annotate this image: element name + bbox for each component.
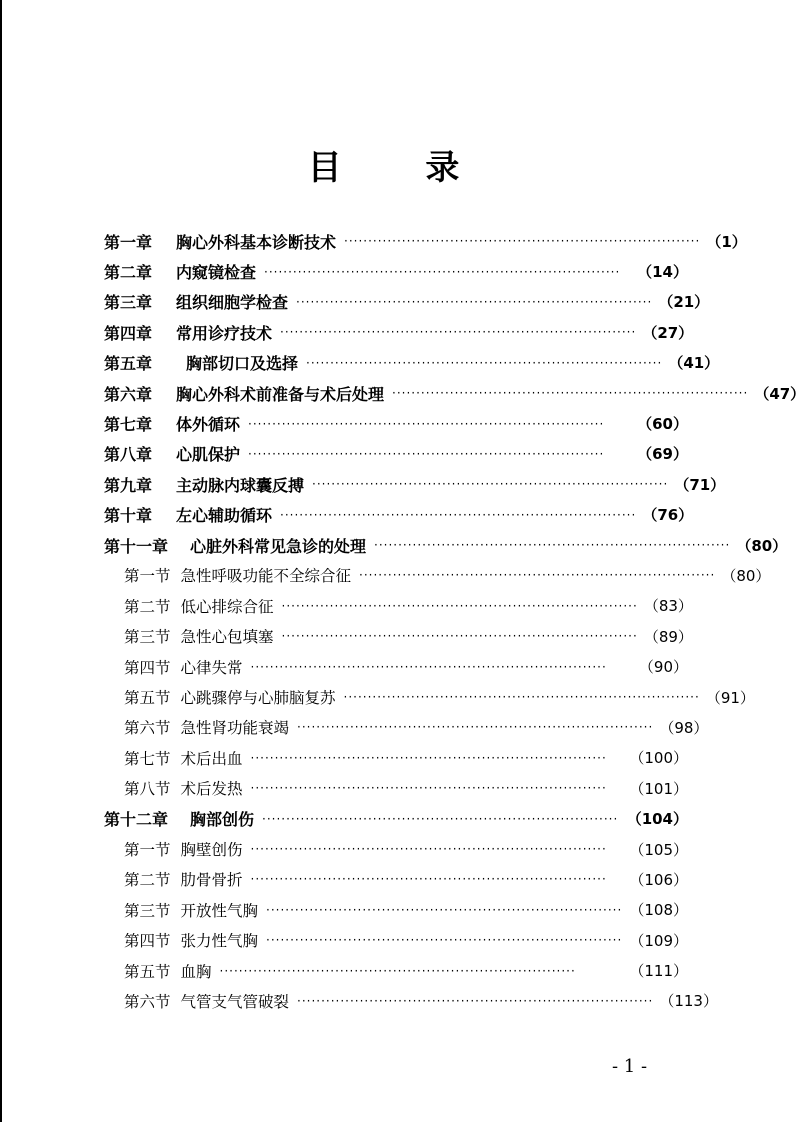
toc-entry-number: 第七节	[124, 749, 171, 768]
toc-page-number: （47）	[754, 384, 805, 403]
toc-chapter-row[interactable]	[104, 378, 805, 408]
toc-leader-dots: ··········································································	[248, 416, 605, 431]
toc-page-number: （90）	[638, 658, 688, 677]
toc-entry-title: 急性呼吸功能不全综合征	[180, 567, 352, 586]
toc-leader-dots: ··········································································	[297, 993, 654, 1008]
toc-leader-dots: ··········································································	[392, 386, 749, 401]
toc-leader-dots: ··········································································	[306, 355, 663, 370]
toc-page-number: （14）	[637, 263, 688, 282]
toc-chapter-row[interactable]	[104, 287, 710, 317]
toc-section-row[interactable]	[104, 986, 718, 1016]
toc-entry-title: 胸壁创伤	[180, 841, 243, 859]
toc-chapter-row[interactable]	[104, 317, 694, 347]
toc-entry-title: 低心排综合征	[180, 597, 274, 616]
toc-page-number: （89）	[643, 627, 693, 646]
toc-chapter-row[interactable]	[104, 226, 747, 256]
toc-entry-number: 第四章	[104, 323, 153, 343]
toc-entry-title: 内窥镜检查	[176, 263, 257, 283]
toc-section-row[interactable]	[104, 895, 688, 925]
page-title: 目 录	[307, 148, 496, 188]
toc-leader-dots: ··········································································	[250, 842, 607, 856]
toc-leader-dots: ··········································································	[296, 294, 653, 309]
toc-chapter-row[interactable]	[104, 439, 688, 469]
toc-entry-title: 组织细胞学检查	[176, 293, 289, 313]
toc-leader-dots: ··········································································	[266, 933, 623, 948]
toc-leader-dots: ··········································································	[266, 902, 623, 917]
table-of-contents	[104, 226, 805, 1016]
toc-page-number: （71）	[674, 475, 726, 494]
toc-page-number: （91）	[705, 688, 755, 707]
toc-entry-number: 第五节	[124, 962, 171, 981]
toc-entry-number: 第二章	[104, 263, 153, 283]
toc-page-number: （80）	[736, 536, 788, 555]
toc-page-number: （108）	[629, 901, 688, 920]
toc-entry-title: 胸心外科基本诊断技术	[176, 232, 337, 252]
toc-section-row[interactable]	[104, 621, 693, 651]
toc-entry-title: 术后发热	[180, 780, 243, 799]
toc-entry-title: 常用诊疗技术	[176, 323, 273, 343]
toc-page-number: （27）	[642, 323, 694, 342]
toc-entry-number: 第六章	[104, 384, 153, 404]
toc-entry-title: 急性肾功能衰竭	[180, 719, 290, 738]
toc-entry-number: 第四节	[124, 658, 171, 677]
toc-leader-dots: ··········································································	[250, 781, 607, 796]
toc-entry-number: 第二节	[124, 871, 171, 890]
toc-entry-number: 第一章	[104, 232, 153, 252]
toc-page-number: （60）	[637, 415, 688, 434]
toc-page-number: （80）	[721, 566, 771, 585]
toc-entry-number: 第九章	[104, 475, 153, 495]
toc-entry-number: 第一节	[124, 567, 171, 586]
toc-leader-dots: ··········································································	[281, 629, 638, 644]
toc-chapter-row[interactable]	[104, 530, 788, 560]
toc-section-row[interactable]	[104, 864, 688, 894]
toc-page-number: （106）	[629, 870, 688, 889]
toc-entry-number: 第七章	[104, 415, 153, 435]
toc-chapter-row[interactable]	[104, 469, 726, 499]
toc-entry-number: 第六节	[124, 992, 171, 1011]
toc-entry-title: 体外循环	[176, 415, 241, 435]
toc-page-number: （111）	[629, 962, 688, 981]
toc-entry-number: 第五节	[124, 689, 171, 708]
toc-entry-title: 张力性气胸	[180, 932, 259, 951]
toc-leader-dots: ··········································································	[343, 690, 700, 705]
toc-entry-number: 第十章	[104, 506, 153, 526]
toc-entry-number: 第八章	[104, 445, 153, 465]
toc-leader-dots: ··········································································	[281, 598, 638, 613]
toc-entry-title: 急性心包填塞	[180, 628, 274, 647]
toc-leader-dots: ··········································································	[250, 659, 607, 674]
toc-entry-title: 胸心外科术前准备与术后处理	[176, 384, 385, 404]
toc-entry-number: 第三节	[124, 628, 171, 647]
toc-section-row[interactable]	[104, 955, 688, 985]
toc-entry-number: 第二节	[124, 597, 171, 616]
toc-entry-number: 第五章	[104, 354, 153, 374]
toc-page-number: （105）	[629, 840, 688, 859]
toc-entry-title: 开放性气胸	[180, 901, 259, 920]
toc-entry-number: 第十一章	[104, 536, 169, 556]
toc-entry-title: 心跳骤停与心肺脑复苏	[180, 689, 336, 708]
toc-leader-dots: ··········································································	[264, 264, 621, 279]
toc-leader-dots: ··········································································	[280, 325, 637, 340]
toc-entry-title: 主动脉内球囊反搏	[176, 475, 305, 495]
toc-entry-title: 胸部切口及选择	[186, 354, 299, 374]
toc-page-number: （21）	[658, 293, 710, 312]
toc-chapter-row[interactable]	[104, 803, 688, 833]
page-number: - 1 -	[612, 1056, 648, 1077]
toc-entry-number: 第四节	[124, 932, 171, 951]
toc-section-row[interactable]	[104, 773, 688, 803]
toc-entry-number: 第六节	[124, 719, 171, 738]
toc-leader-dots: ··········································································	[250, 750, 607, 765]
toc-entry-number: 第一节	[124, 841, 171, 859]
toc-section-row[interactable]	[104, 651, 688, 681]
toc-entry-title: 心律失常	[180, 658, 243, 677]
toc-entry-title: 肋骨骨折	[180, 871, 243, 890]
toc-chapter-row[interactable]	[104, 256, 688, 286]
toc-leader-dots: ··········································································	[248, 446, 605, 461]
toc-entry-number: 第八节	[124, 780, 171, 799]
toc-leader-dots: ··········································································	[344, 234, 701, 249]
toc-entry-number: 第三章	[104, 293, 153, 313]
toc-page-number: （1）	[706, 232, 747, 251]
toc-leader-dots: ··········································································	[359, 568, 716, 583]
toc-entry-title: 气管支气管破裂	[180, 992, 290, 1011]
toc-entry-title: 血胸	[180, 962, 212, 981]
toc-page-number: （101）	[629, 779, 688, 798]
toc-leader-dots: ··········································································	[219, 963, 576, 978]
toc-section-row[interactable]	[104, 591, 693, 621]
toc-entry-title: 胸部创伤	[190, 810, 255, 830]
toc-entry-number: 第十二章	[104, 810, 169, 830]
toc-entry-title: 术后出血	[180, 749, 243, 768]
toc-leader-dots: ··········································································	[312, 477, 669, 492]
toc-entry-number: 第三节	[124, 901, 171, 920]
toc-chapter-row[interactable]	[104, 408, 688, 438]
toc-entry-title: 心脏外科常见急诊的处理	[190, 536, 367, 556]
toc-section-row[interactable]	[104, 743, 688, 773]
toc-section-row[interactable]	[104, 925, 688, 955]
toc-page-number: （76）	[642, 506, 694, 525]
toc-page-number: （109）	[629, 931, 688, 950]
toc-section-row[interactable]	[104, 560, 771, 590]
toc-page-number: （83）	[643, 597, 693, 616]
toc-page-number: （98）	[659, 718, 709, 737]
toc-entry-title: 左心辅助循环	[176, 506, 273, 526]
toc-leader-dots: ··········································································	[280, 507, 637, 522]
toc-page-number: （100）	[629, 749, 688, 768]
toc-chapter-row[interactable]	[104, 348, 720, 378]
toc-leader-dots: ··········································································	[250, 872, 607, 887]
toc-page-number: （41）	[668, 354, 720, 373]
toc-chapter-row[interactable]	[104, 500, 694, 530]
toc-page-number: （113）	[659, 992, 718, 1011]
toc-section-row[interactable]	[104, 682, 755, 712]
toc-leader-dots: ··········································································	[262, 811, 619, 826]
toc-section-row[interactable]	[104, 834, 688, 864]
toc-page-number: （104）	[626, 810, 688, 829]
toc-leader-dots: ··········································································	[374, 538, 731, 553]
toc-section-row[interactable]	[104, 712, 709, 742]
toc-page-number: （69）	[637, 445, 688, 464]
toc-entry-title: 心肌保护	[176, 445, 241, 465]
toc-leader-dots: ··········································································	[297, 720, 654, 735]
